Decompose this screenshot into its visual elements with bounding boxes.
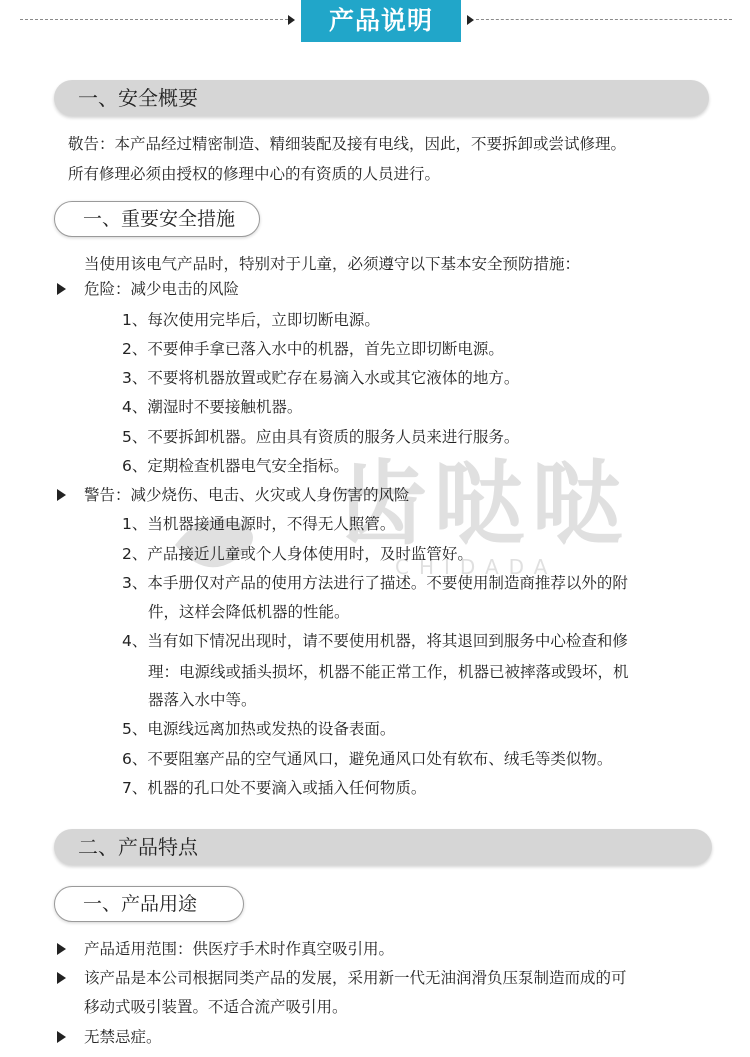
header-arrow-right-icon — [467, 15, 474, 25]
caution-item-continued: 件，这样会降低机器的性能。 — [148, 603, 350, 621]
danger-item: 4、潮湿时不要接触机器。 — [122, 398, 303, 416]
bullet-triangle-icon — [57, 489, 66, 501]
section-features-title: 二、产品特点 — [78, 835, 198, 859]
safety-intro: 当使用该电气产品时，特别对于儿童，必须遵守以下基本安全预防措施： — [84, 255, 581, 273]
watermark-subtext: CHIDADA — [395, 555, 558, 579]
caution-item: 3、本手册仅对产品的使用方法进行了描述。不要使用制造商推荐以外的附 — [122, 574, 628, 592]
caution-item: 2、产品接近儿童或个人身体使用时，及时监管好。 — [122, 545, 473, 563]
caution-label: 警告：减少烧伤、电击、火灾或人身伤害的风险 — [84, 486, 410, 504]
safety-notice-line-2: 所有修理必须由授权的修理中心的有资质的人员进行。 — [68, 165, 441, 183]
caution-item: 5、电源线远离加热或发热的设备表面。 — [122, 720, 396, 738]
watermark-text: 齿哒哒 — [335, 451, 630, 558]
danger-item: 6、定期检查机器电气安全指标。 — [122, 457, 349, 475]
danger-item: 1、每次使用完毕后，立即切断电源。 — [122, 311, 380, 329]
danger-item: 3、不要将机器放置或贮存在易滴入水或其它液体的地方。 — [122, 369, 520, 387]
caution-item: 6、不要阻塞产品的空气通风口，避免通风口处有软布、绒毛等类似物。 — [122, 750, 613, 768]
danger-item: 5、不要拆卸机器。应由具有资质的服务人员来进行服务。 — [122, 428, 520, 446]
usage-bullet: 该产品是本公司根据同类产品的发展，采用新一代无油润滑负压泵制造而成的可 — [84, 969, 627, 987]
section-safety-title: 一、安全概要 — [78, 86, 198, 110]
safety-notice-line-1: 敬告：本产品经过精密制造、精细装配及接有电线，因此，不要拆卸或尝试修理。 — [68, 135, 627, 153]
subsection-usage-header — [54, 886, 244, 922]
header-arrow-left-icon — [288, 15, 295, 25]
danger-label: 危险：减少电击的风险 — [84, 280, 240, 298]
bullet-triangle-icon — [57, 1031, 66, 1043]
caution-item-continued: 器落入水中等。 — [148, 691, 257, 709]
page-title: 产品说明 — [301, 0, 461, 42]
section-features-header — [54, 829, 712, 865]
danger-item: 2、不要伸手拿已落入水中的机器，首先立即切断电源。 — [122, 340, 504, 358]
usage-bullet: 产品适用范围：供医疗手术时作真空吸引用。 — [84, 940, 395, 958]
header-rule-left — [20, 19, 288, 20]
subsection-safety-measures-header — [54, 201, 260, 237]
usage-bullet-continued: 移动式吸引装置。不适合流产吸引用。 — [84, 998, 348, 1016]
bullet-triangle-icon — [57, 943, 66, 955]
header-rule-right — [476, 19, 732, 20]
subsection-usage-title: 一、产品用途 — [83, 893, 198, 915]
subsection-safety-measures-title: 一、重要安全措施 — [83, 208, 236, 230]
caution-item: 4、当有如下情况出现时，请不要使用机器，将其退回到服务中心检查和修 — [122, 632, 628, 650]
section-safety-header — [54, 80, 709, 116]
bullet-triangle-icon — [57, 283, 66, 295]
caution-item: 1、当机器接通电源时，不得无人照管。 — [122, 515, 396, 533]
usage-bullet: 无禁忌症。 — [84, 1028, 162, 1046]
caution-item-continued: 理：电源线或插头损坏，机器不能正常工作，机器已被摔落或毁坏，机 — [148, 663, 629, 681]
caution-item: 7、机器的孔口处不要滴入或插入任何物质。 — [122, 779, 427, 797]
bullet-triangle-icon — [57, 972, 66, 984]
